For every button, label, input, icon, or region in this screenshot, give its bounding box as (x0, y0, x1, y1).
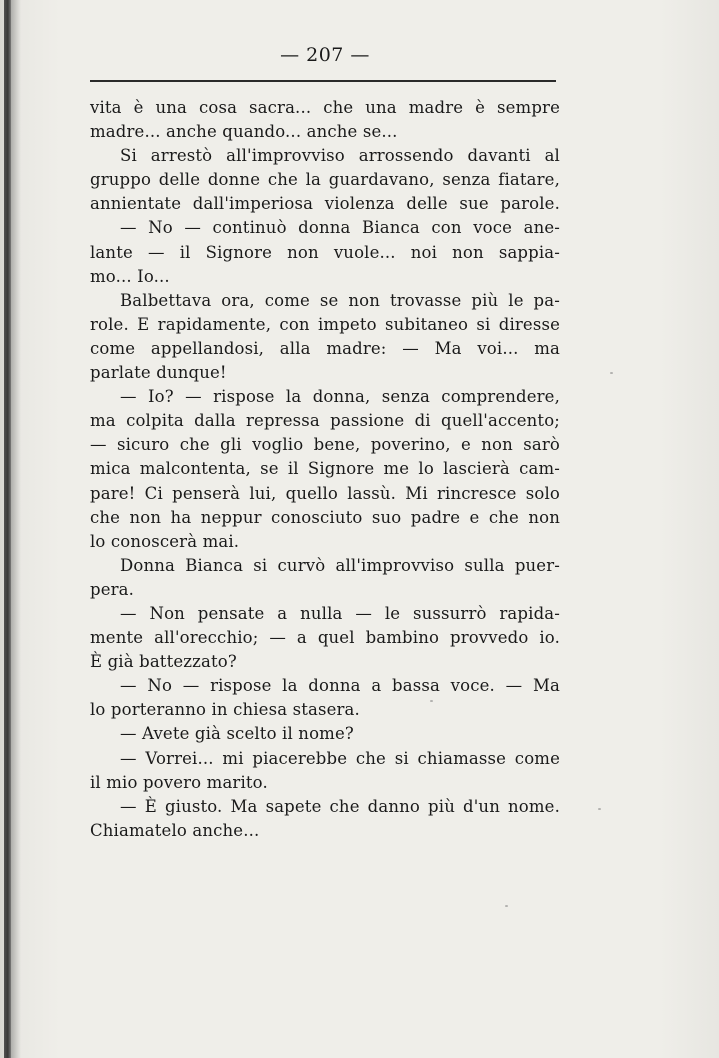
paper-speck (430, 700, 433, 702)
text-line: che non ha neppur conosciuto suo padre e che non (90, 507, 560, 527)
text-line: come appellandosi, alla madre: — Ma voi... ma (90, 338, 560, 358)
text-line: — Avete già scelto il nome? (120, 724, 354, 744)
text-line: pare! Ci penserà lui, quello lassù. Mi rincresce solo (90, 483, 560, 503)
text-line: Si arrestò all'improvviso arrossendo davanti al (120, 146, 560, 166)
text-line: — Io? — rispose la donna, senza comprendere, (120, 387, 560, 407)
text-line: Balbettava ora, come se non trovasse più le pa- (120, 290, 560, 310)
text-line: — No — rispose la donna a bassa voce. — Ma (120, 676, 560, 696)
paper-speck (598, 808, 601, 810)
text-line: annientate dall'imperiosa violenza delle sue parole. (90, 194, 560, 214)
spine-shadow (11, 0, 21, 1058)
text-line: lo conoscerà mai. (90, 531, 240, 551)
text-line: mo... Io... (90, 266, 170, 286)
text-line: — Non pensate a nulla — le sussurrò rapida- (120, 603, 560, 623)
book-spine (4, 0, 11, 1058)
text-line: Donna Bianca si curvò all'improvviso sulla puer- (120, 555, 560, 575)
text-line: Chiamatelo anche... (90, 820, 260, 840)
text-line: — Vorrei... mi piacerebbe che si chiamasse come (120, 748, 560, 768)
text-line: mica malcontenta, se il Signore me lo lascierà cam- (90, 459, 560, 479)
text-line: vita è una cosa sacra... che una madre è sempre (90, 98, 560, 117)
text-line: ma colpita dalla repressa passione di quell'accento; (90, 411, 560, 431)
text-line: — sicuro che gli voglio bene, poverino, e non sarò (90, 435, 560, 455)
text-line: — È giusto. Ma sapete che danno più d'un nome. (120, 796, 560, 816)
paper-speck (505, 905, 508, 907)
text-line: parlate dunque! (90, 363, 227, 383)
body-text (90, 96, 560, 843)
text-line: lante — il Signore non vuole... noi non sappia- (90, 242, 560, 262)
text-line: madre... anche quando... anche se... (90, 122, 398, 142)
text-line: — No — continuò donna Bianca con voce ane- (120, 218, 560, 238)
page-number-header: — 207 — (280, 44, 370, 66)
text-line: pera. (90, 579, 135, 599)
header-rule (90, 80, 556, 82)
paper-speck (610, 372, 613, 374)
text-line: mente all'orecchio; — a quel bambino provvedo io. (90, 628, 560, 648)
text-line: role. E rapidamente, con impeto subitaneo si diresse (90, 314, 560, 334)
text-line: gruppo delle donne che la guardavano, senza fiatare, (90, 170, 560, 190)
text-line: È già battezzato? (90, 652, 237, 672)
text-line: il mio povero marito. (90, 772, 268, 792)
text-line: lo porteranno in chiesa stasera. (90, 700, 360, 720)
